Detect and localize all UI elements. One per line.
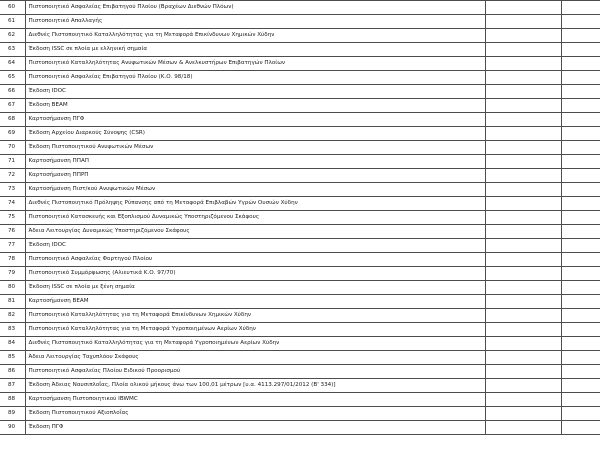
empty-cell <box>485 421 561 435</box>
row-number-cell: 75 <box>0 211 25 225</box>
empty-cell <box>485 309 561 323</box>
empty-cell <box>561 393 600 407</box>
empty-cell <box>561 211 600 225</box>
row-number-cell: 64 <box>0 57 25 71</box>
empty-cell <box>561 113 600 127</box>
row-number-cell: 73 <box>0 183 25 197</box>
description-cell: Διεθνές Πιστοποιητικό Πρόληψης Ρύπανσης από τη Μεταφορά Επιβλαβών Υγρών Ουσιών Χύδην <box>25 197 485 211</box>
description-cell: Άδεια Λειτουργίας Δυναμικώς Υποστηριζόμενου Σκάφους <box>25 225 485 239</box>
empty-cell <box>485 57 561 71</box>
empty-cell <box>485 393 561 407</box>
row-number-cell: 90 <box>0 421 25 435</box>
description-cell: Έκδοση ISSC σε πλοία με ξένη σημαία <box>25 281 485 295</box>
empty-cell <box>485 211 561 225</box>
description-cell: Πιστοποιητικό Ασφαλείας Πλοίου Ειδικού Προορισμού <box>25 365 485 379</box>
table-row <box>0 197 600 211</box>
empty-cell <box>561 1 600 15</box>
table-row <box>0 421 600 435</box>
description-cell: Πιστοποιητικό Καταλληλότητας για τη Μεταφορά Επικίνδυνων Χημικών Χύδην <box>25 309 485 323</box>
table-row <box>0 379 600 393</box>
empty-cell <box>561 169 600 183</box>
empty-cell <box>561 323 600 337</box>
description-cell: Έκδοση Άδειας Ναυσιπλοΐας, Πλοία ολικού μήκους άνω των 100,01 μέτρων [υ.α. 4113.297/01/2012 (Β' 334)] <box>25 379 485 393</box>
row-number-cell: 83 <box>0 323 25 337</box>
table-row <box>0 1 600 15</box>
empty-cell <box>561 57 600 71</box>
empty-cell <box>485 183 561 197</box>
description-cell: Πιστοποιητικό Ασφαλείας Επιβατηγού Πλοίου (Βραχέων Διεθνών Πλόων) <box>25 1 485 15</box>
description-cell: Καρτοσήμανση Πιστοποιητικού IBWMC <box>25 393 485 407</box>
empty-cell <box>485 281 561 295</box>
description-cell: Καρτοσήμανση Πιστ/κού Ανυψωτικών Μέσων <box>25 183 485 197</box>
empty-cell <box>485 141 561 155</box>
empty-cell <box>561 407 600 421</box>
table-row <box>0 365 600 379</box>
row-number-cell: 80 <box>0 281 25 295</box>
empty-cell <box>561 379 600 393</box>
table-row <box>0 155 600 169</box>
description-cell: Πιστοποιητικό Συμμόρφωσης (Αλιευτικά Κ.Ο. 97/70) <box>25 267 485 281</box>
table-row <box>0 57 600 71</box>
empty-cell <box>485 323 561 337</box>
table-row <box>0 85 600 99</box>
row-number-cell: 77 <box>0 239 25 253</box>
description-cell: Έκδοση IDOC <box>25 239 485 253</box>
table-row <box>0 393 600 407</box>
empty-cell <box>561 421 600 435</box>
description-cell: Έκδοση Πιστοποιητικού Ανυψωτικών Μέσων <box>25 141 485 155</box>
table-row <box>0 253 600 267</box>
empty-cell <box>561 225 600 239</box>
description-cell: Πιστοποιητικό Ασφαλείας Επιβατηγού Πλοίου (Κ.Ο. 98/18) <box>25 71 485 85</box>
row-number-cell: 60 <box>0 1 25 15</box>
empty-cell <box>485 71 561 85</box>
empty-cell <box>561 183 600 197</box>
empty-cell <box>485 267 561 281</box>
table-row <box>0 351 600 365</box>
description-cell: Καρτοσήμανση ΠΠΡΠ <box>25 169 485 183</box>
empty-cell <box>561 127 600 141</box>
row-number-cell: 76 <box>0 225 25 239</box>
empty-cell <box>561 71 600 85</box>
empty-cell <box>561 155 600 169</box>
table-row <box>0 15 600 29</box>
empty-cell <box>561 85 600 99</box>
empty-cell <box>561 281 600 295</box>
description-cell: Καρτοσήμανση ΠΓΦ <box>25 113 485 127</box>
description-cell: Πιστοποιητικό Ασφαλείας Φορτηγού Πλοίου <box>25 253 485 267</box>
row-number-cell: 69 <box>0 127 25 141</box>
empty-cell <box>561 253 600 267</box>
table-row <box>0 183 600 197</box>
row-number-cell: 62 <box>0 29 25 43</box>
empty-cell <box>485 239 561 253</box>
table-row <box>0 281 600 295</box>
empty-cell <box>485 155 561 169</box>
empty-cell <box>485 169 561 183</box>
description-cell: Διεθνές Πιστοποιητικό Καταλληλότητας για τη Μεταφορά Υγροποιημένων Αερίων Χύδην <box>25 337 485 351</box>
row-number-cell: 63 <box>0 43 25 57</box>
description-cell: Πιστοποιητικό Κατασκευής και Εξοπλισμού Δυναμικώς Υποστηριζόμενου Σκάφους <box>25 211 485 225</box>
empty-cell <box>561 337 600 351</box>
row-number-cell: 81 <box>0 295 25 309</box>
empty-cell <box>485 99 561 113</box>
table-row <box>0 225 600 239</box>
empty-cell <box>485 295 561 309</box>
empty-cell <box>561 29 600 43</box>
table-row <box>0 407 600 421</box>
row-number-cell: 85 <box>0 351 25 365</box>
empty-cell <box>485 29 561 43</box>
description-cell: Διεθνές Πιστοποιητικό Καταλληλότητας για τη Μεταφορά Επικίνδυνων Χημικών Χύδην <box>25 29 485 43</box>
table-row <box>0 127 600 141</box>
table-row <box>0 211 600 225</box>
empty-cell <box>485 1 561 15</box>
row-number-cell: 66 <box>0 85 25 99</box>
row-number-cell: 89 <box>0 407 25 421</box>
row-number-cell: 72 <box>0 169 25 183</box>
row-number-cell: 87 <box>0 379 25 393</box>
row-number-cell: 82 <box>0 309 25 323</box>
row-number-cell: 67 <box>0 99 25 113</box>
empty-cell <box>561 365 600 379</box>
description-cell: Καρτοσήμανση BEAM <box>25 295 485 309</box>
empty-cell <box>485 225 561 239</box>
empty-cell <box>561 141 600 155</box>
table-row <box>0 239 600 253</box>
table-row <box>0 43 600 57</box>
row-number-cell: 74 <box>0 197 25 211</box>
row-number-cell: 86 <box>0 365 25 379</box>
description-cell: Πιστοποιητικό Καταλληλότητας Ανυψωτικών Μέσων & Ανελκυστήρων Επιβατηγών Πλοίων <box>25 57 485 71</box>
empty-cell <box>561 43 600 57</box>
description-cell: Έκδοση ΠΓΦ <box>25 421 485 435</box>
description-cell: Έκδοση ISSC σε πλοία με ελληνική σημαία <box>25 43 485 57</box>
table-row <box>0 99 600 113</box>
description-cell: Έκδοση Πιστοποιητικού Αξιοπλοΐας <box>25 407 485 421</box>
description-cell: Έκδοση Αρχείου Διαρκούς Σύνοψης (CSR) <box>25 127 485 141</box>
description-cell: Πιστοποιητικό Απαλλαγής <box>25 15 485 29</box>
empty-cell <box>561 295 600 309</box>
row-number-cell: 68 <box>0 113 25 127</box>
row-number-cell: 79 <box>0 267 25 281</box>
empty-cell <box>485 85 561 99</box>
empty-cell <box>485 15 561 29</box>
empty-cell <box>485 379 561 393</box>
certificates-table-body <box>0 1 600 435</box>
table-row <box>0 267 600 281</box>
empty-cell <box>485 113 561 127</box>
empty-cell <box>561 99 600 113</box>
empty-cell <box>485 337 561 351</box>
empty-cell <box>485 351 561 365</box>
empty-cell <box>561 15 600 29</box>
row-number-cell: 84 <box>0 337 25 351</box>
table-row <box>0 71 600 85</box>
table-row <box>0 309 600 323</box>
empty-cell <box>485 43 561 57</box>
description-cell: Άδεια Λειτουργίας Ταχυπλόου Σκάφους <box>25 351 485 365</box>
empty-cell <box>485 197 561 211</box>
description-cell: Έκδοση IDOC <box>25 85 485 99</box>
table-row <box>0 141 600 155</box>
table-row <box>0 29 600 43</box>
empty-cell <box>561 309 600 323</box>
empty-cell <box>561 197 600 211</box>
row-number-cell: 78 <box>0 253 25 267</box>
row-number-cell: 88 <box>0 393 25 407</box>
row-number-cell: 70 <box>0 141 25 155</box>
empty-cell <box>485 253 561 267</box>
table-row <box>0 323 600 337</box>
table-row <box>0 337 600 351</box>
table-row <box>0 169 600 183</box>
row-number-cell: 61 <box>0 15 25 29</box>
empty-cell <box>561 239 600 253</box>
empty-cell <box>561 267 600 281</box>
description-cell: Έκδοση BEAM <box>25 99 485 113</box>
empty-cell <box>485 407 561 421</box>
description-cell: Πιστοποιητικό Καταλληλότητας για τη Μεταφορά Υγροποιημένων Αερίων Χύδην <box>25 323 485 337</box>
empty-cell <box>485 365 561 379</box>
table-row <box>0 295 600 309</box>
description-cell: Καρτοσήμανση ΠΠΑΠ <box>25 155 485 169</box>
empty-cell <box>485 127 561 141</box>
row-number-cell: 65 <box>0 71 25 85</box>
table-row <box>0 113 600 127</box>
empty-cell <box>561 351 600 365</box>
row-number-cell: 71 <box>0 155 25 169</box>
